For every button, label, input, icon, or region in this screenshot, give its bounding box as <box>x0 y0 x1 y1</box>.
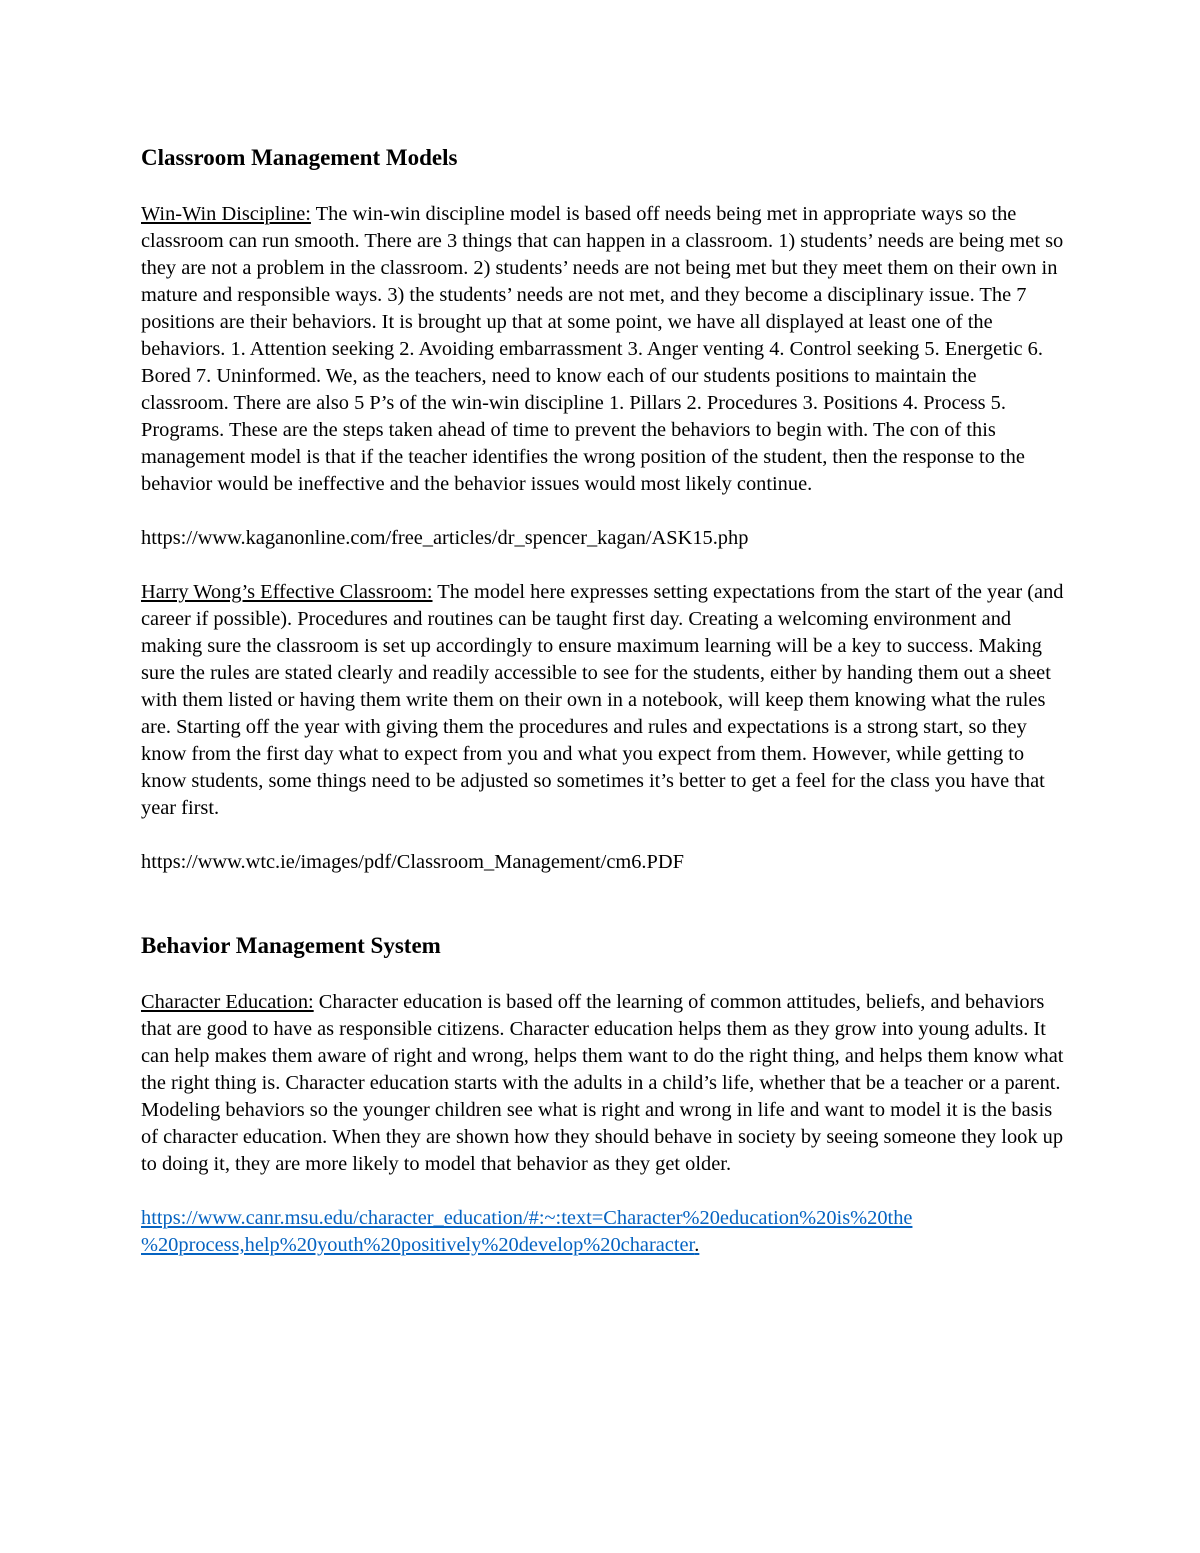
paragraph-win-win-discipline <box>141 201 1066 498</box>
link-line-2[interactable]: %20process,help%20youth%20positively%20develop%20character <box>141 1234 695 1256</box>
source-link-msu[interactable] <box>141 1205 1041 1259</box>
link-suffix: . <box>694 1234 700 1256</box>
source-url-wtc: https://www.wtc.ie/images/pdf/Classroom_Management/cm6.PDF <box>141 851 684 873</box>
paragraph-character-education <box>141 989 1066 1178</box>
paragraph-body: The win-win discipline model is based off needs being met in appropriate ways so the classroom can run smooth. There are 3 things that can happen in a classroom. 1) students’ needs are being met so they are not a problem in the classroom. 2) students’ needs are not being met but they meet them on their own in mature and responsible ways. 3) the students’ needs are not met, and they become a disciplinary issue. The 7 positions are their behaviors. It is brought up that at some point, we have all displayed at least one of the behaviors. 1. Attention seeking 2. Avoiding embarrassment 3. Anger venting 4. Control seeking 5. Energetic 6. Bored 7. Uninformed. We, as the teachers, need to know each of our students positions to maintain the classroom. There are also 5 P’s of the win-win discipline 1. Pillars 2. Procedures 3. Positions 4. Process 5. Programs. These are the steps taken ahead of time to prevent the behaviors to begin with. The con of this management model is that if the teacher identifies the wrong position of the student, then the response to the behavior would be ineffective and the behavior issues would most likely continue. <box>141 203 1064 495</box>
paragraph-body: Character education is based off the learning of common attitudes, beliefs, and behaviors that are good to have as responsible citizens. Character education helps them as they grow into young adults. It can help makes them aware of right and wrong, helps them want to do the right thing, and helps them know what the right thing is. Character education starts with the adults in a child’s life, whether that be a teacher or a parent. Modeling behaviors so the younger children see what is right and wrong in life and want to model it is the basis of character education. When they are shown how they should behave in society by seeing someone they look up to doing it, they are more likely to model that behavior as they get older. <box>141 991 1064 1175</box>
term-harry-wong: Harry Wong’s Effective Classroom: <box>141 581 433 603</box>
link-line-1[interactable]: https://www.canr.msu.edu/character_education/#:~:text=Character%20education%20is%20the <box>141 1207 913 1229</box>
section-heading-classroom-management-models: Classroom Management Models <box>141 145 458 170</box>
paragraph-body: The model here expresses setting expectations from the start of the year (and career if possible). Procedures and routines can be taught first day. Creating a welcoming environment and making sure the classroom is set up accordingly to ensure maximum learning will be a key to success. Making sure the rules are stated clearly and readily accessible to see for the students, either by handing them out a sheet with them listed or having them write them on their own in a notebook, will keep them knowing what the rules are. Starting off the year with giving them the procedures and rules and expectations is a strong start, so they know from the first day what to expect from you and what you expect from them. However, while getting to know students, some things need to be adjusted so sometimes it’s better to get a feel for the class you have that year first. <box>141 581 1064 819</box>
source-url-kagan: https://www.kaganonline.com/free_articles/dr_spencer_kagan/ASK15.php <box>141 527 749 549</box>
term-character-education: Character Education: <box>141 991 314 1013</box>
term-win-win-discipline: Win-Win Discipline: <box>141 203 311 225</box>
section-heading-behavior-management-system: Behavior Management System <box>141 933 441 958</box>
paragraph-harry-wong <box>141 579 1066 822</box>
